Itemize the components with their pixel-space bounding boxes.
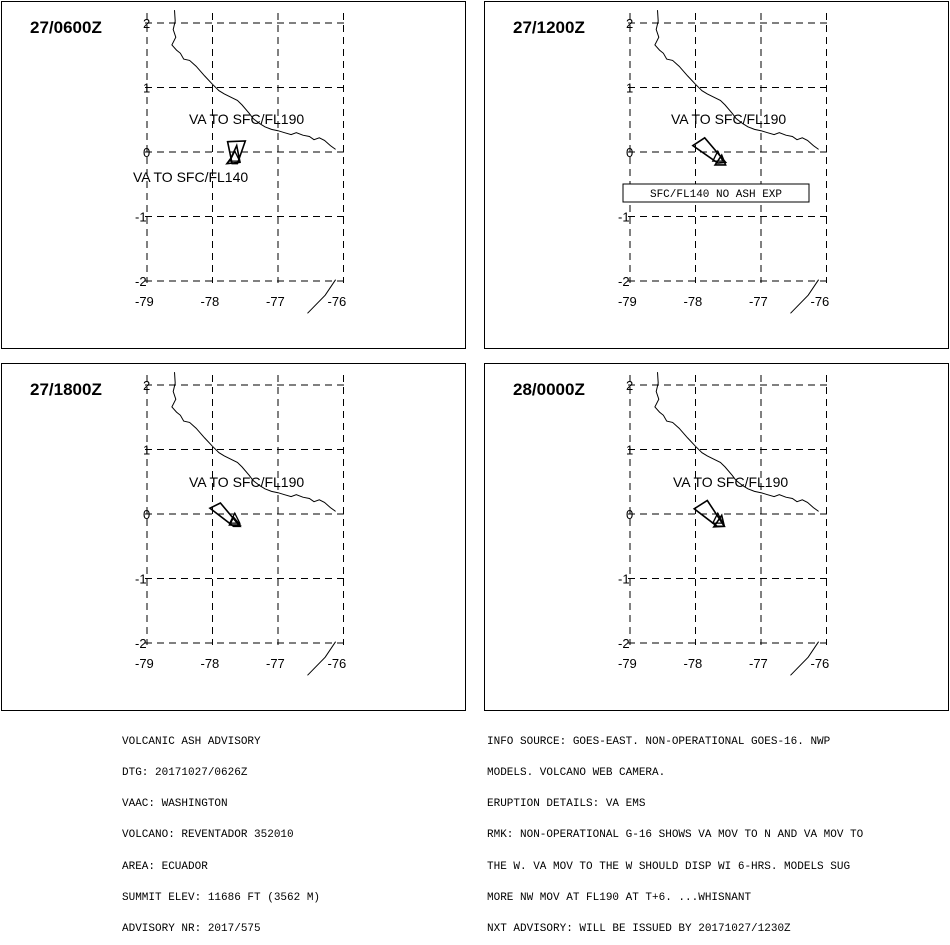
ash-height-label: VA TO SFC/FL190 [189, 474, 305, 490]
coastline [172, 372, 336, 511]
advisory-remark-cont: MORE NW MOV AT FL190 AT T+6. ...WHISNANT [487, 891, 752, 904]
ash-map [2, 2, 467, 350]
longitude-tick-label: -77 [266, 656, 285, 671]
latitude-tick-label: 0 [143, 145, 151, 160]
forecast-time-label: 27/1200Z [513, 18, 585, 37]
advisory-vaac: VAAC: WASHINGTON [122, 798, 228, 811]
advisory-next-advisory: NXT ADVISORY: WILL BE ISSUED BY 20171027/1230Z [487, 923, 791, 936]
advisory-dtg: DTG: 20171027/0626Z [122, 767, 248, 780]
latitude-tick-label: 1 [143, 442, 151, 458]
latitude-tick-label: 2 [626, 378, 634, 393]
longitude-tick-label: -79 [135, 294, 154, 309]
coastline [655, 372, 819, 511]
advisory-info-source-cont: MODELS. VOLCANO WEB CAMERA. [487, 767, 666, 780]
forecast-panel-t6 [484, 1, 949, 349]
forecast-panel-t0 [1, 1, 466, 349]
latitude-tick-label: 1 [143, 80, 151, 96]
coastline [172, 10, 336, 149]
latitude-tick-label: -2 [135, 636, 147, 651]
latitude-tick-label: -1 [618, 209, 630, 225]
longitude-tick-label: -79 [135, 656, 154, 671]
latitude-tick-label: 1 [626, 442, 634, 458]
latitude-tick-label: 0 [626, 507, 634, 522]
advisory-title: VOLCANIC ASH ADVISORY [122, 735, 261, 748]
longitude-tick-label: -78 [683, 294, 703, 309]
forecast-time-label: 28/0000Z [513, 380, 585, 399]
longitude-tick-label: -76 [327, 294, 347, 309]
advisory-area: AREA: ECUADOR [122, 860, 208, 873]
longitude-tick-label: -78 [200, 656, 220, 671]
latitude-tick-label: 1 [626, 80, 634, 96]
longitude-tick-label: -77 [749, 656, 768, 671]
advisory-remark-cont: THE W. VA MOV TO THE W SHOULD DISP WI 6-HRS. MODELS SUG [487, 860, 851, 873]
longitude-tick-label: -77 [266, 294, 285, 309]
latitude-tick-label: -2 [618, 636, 630, 651]
ash-area-polygon [693, 138, 726, 163]
longitude-tick-label: -76 [810, 294, 830, 309]
ash-height-label: VA TO SFC/FL190 [189, 111, 305, 127]
forecast-panel-t18 [484, 363, 949, 711]
latitude-tick-label: 0 [626, 145, 634, 160]
no-ash-label: SFC/FL140 NO ASH EXP [649, 189, 783, 201]
longitude-tick-label: -76 [810, 656, 830, 671]
advisory-number: ADVISORY NR: 2017/575 [122, 923, 261, 936]
longitude-tick-label: -76 [327, 656, 347, 671]
advisory-remark: RMK: NON-OPERATIONAL G-16 SHOWS VA MOV TO N AND VA MOV TO [487, 829, 864, 842]
forecast-time-label: 27/1800Z [30, 380, 102, 399]
ash-map [485, 2, 950, 350]
latitude-tick-label: 2 [626, 16, 634, 31]
advisory-info-source: INFO SOURCE: GOES-EAST. NON-OPERATIONAL GOES-16. NWP [487, 735, 831, 748]
forecast-panel-t12 [1, 363, 466, 711]
advisory-summit-elev: SUMMIT ELEV: 11686 FT (3562 M) [122, 891, 321, 904]
latitude-tick-label: -1 [618, 571, 630, 587]
longitude-tick-label: -79 [618, 656, 637, 671]
latitude-tick-label: -2 [135, 274, 147, 289]
latitude-tick-label: -1 [135, 209, 147, 225]
longitude-tick-label: -79 [618, 294, 637, 309]
latitude-tick-label: -2 [618, 274, 630, 289]
advisory-eruption-details: ERUPTION DETAILS: VA EMS [487, 798, 646, 811]
ash-height-label: VA TO SFC/FL190 [671, 111, 787, 127]
ash-map [2, 364, 467, 712]
longitude-tick-label: -77 [749, 294, 768, 309]
latitude-tick-label: 2 [143, 378, 151, 393]
ash-map [485, 364, 950, 712]
ash-height-label: VA TO SFC/FL190 [673, 474, 789, 490]
latitude-tick-label: 0 [143, 507, 151, 522]
longitude-tick-label: -78 [200, 294, 220, 309]
ash-height-label-lower: VA TO SFC/FL140 [133, 169, 249, 185]
advisory-header-info [122, 716, 320, 945]
forecast-time-label: 27/0600Z [30, 18, 102, 37]
advisory-remarks [487, 716, 863, 945]
coastline [655, 10, 819, 149]
ash-area-polygon [694, 501, 724, 527]
latitude-tick-label: 2 [143, 16, 151, 31]
advisory-volcano: VOLCANO: REVENTADOR 352010 [122, 829, 294, 842]
longitude-tick-label: -78 [683, 656, 703, 671]
latitude-tick-label: -1 [135, 571, 147, 587]
